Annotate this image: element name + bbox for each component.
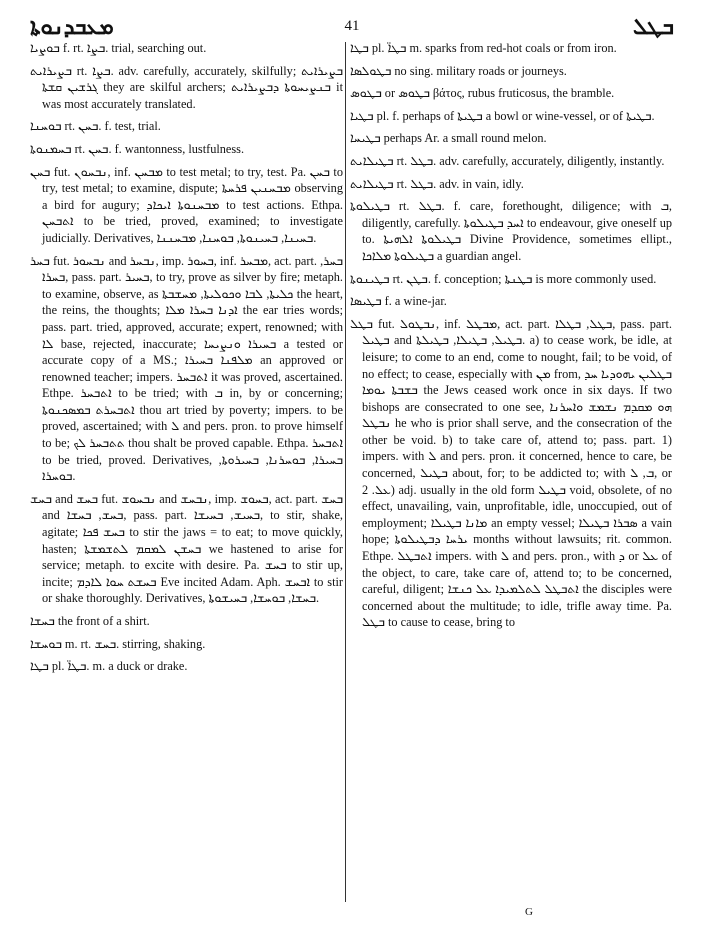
dictionary-entry: ܒܚܫ and ܒܚܫ fut. ܢܒܚܘܫ and ܢܒܚܫ, imp. ܒܚܘܫ, act. part. ܒܚܫ and ܒܚܫ, ܒܚܫܐ, pass. part. ܒܚܝܫ, ܒܚܝܫܐ, to stir, shake, agitate; ܒܚܫ ܦܟܐ to stir the jaws = to eat; to move quickly, hasten; ܒܚܫܢ ܠܡܩܡ ܠܬܫܡܫܬܐ we hastened to arise for service; metaph. to excite with desire. Pa. ܒܚܫ to stir up, incite; ܒܚܫܬ ܚܘܐ ܠܐܕܡ Eve incited Adam. Aph. ܐܒܚܫ to stir or shake thoroughly. Derivatives, ܒܚܫܐ, ܒܘܚܫܐ, ܒܚܝܫܘܬܐ. [30,491,344,606]
dictionary-entry: ܒܛܝܠܐܝܬ rt. ܒܛܠ. adv. in vain, idly. [350,176,524,191]
dictionary-entry: ܒܚܢ fut. ܢܒܚܘܢ, inf. ܡܒܚܢ to test metal; to try, test. Pa. ܒܚܢ to try, test metal; to examine, dispute; ܡܒܚܢܝܢ ܦܪܚܬܐ observing a bird for augury; ܡܒܚܢܘܬܐ ܐܝܟܐܕ to test actions. Ethpa. ܐܬܒܚܢ to be tried, proved, examined; to investigate judicially. Derivatives, ܒܚܝܢܐ, ܒܚܝܢܘܬܐ, ܒܘܚܢܐ, ܡܒܚܢܢܐ. [30,164,344,245]
dictionary-entry: ܒܚܫܐ the front of a shirt. [30,614,150,628]
dictionary-entry: ܒܨܝܪܐܝܬ rt. ܒܨܐ. adv. carefully, accurately, skilfully; ܒܨܝܪܐܝܬ ܓܪܫܝܢ ܩܫܬܐ they are skilful archers; ܒܢܨܝܚܘܬܐ ܕܒܨܝܪܐܝܬ it was most accurately translated. [30,63,343,111]
dictionary-entry: ܒܛܘܣ or ܒܛܘܣ βάτος, rubus fruticosus, the bramble. [350,86,615,101]
dictionary-entry: ܒܛܝܠܐܝܬ rt. ܒܛܠ. adv. carefully, accurately, diligently, instantly. [350,153,665,168]
column-divider [345,42,346,902]
signature-mark: G [525,906,533,918]
dictionary-entry: ܒܘܨܝܐ f. rt. ܒܨܐ. trial, searching out. [30,41,207,55]
dictionary-entry: ܒܚܡܢܘܬܐ rt. ܒܚܢ. f. wantonness, lustfulness. [30,141,245,156]
running-head-left: ܡܥܒܕܢܘܬܐ [30,14,114,39]
page-number: 41 [344,18,360,34]
dictionary-entry: ܒܛܐ pl. ܒܛܐ̈. m. a duck or drake. [30,659,188,674]
left-column [30,40,343,681]
dictionary-entry: ܒܛܝܢܘܬܐ rt. ܒܛܢ. f. conception; ܒܛܢܬܐ is more commonly used. [350,271,657,286]
running-header [30,14,674,42]
dictionary-entry: ܒܛܝܚܐ perhaps Ar. a small round melon. [350,131,547,146]
dictionary-entry: ܒܛܝܣܐ f. a wine-jar. [350,294,447,309]
dictionary-entry: ܒܛܠ fut. ܢܒܛܘܠ, inf. ܡܒܛܠ, act. part. ܒܛܠ, ܒܛܠܐ, pass. part. ܒܛܝܠ and ܒܛܝܠ, ܒܛܝܠܐ, ܒܛܝܠܬܐ. a) to cease work, be idle, at leisure; to come to an end, come to nought, fail; to be void, of no effect; to cease, especially with ܡܢ from, ܒܛܠܝܢ ܝܗܘܕܝܐ ܚܕ ܒܫܒܬܐ ܝܘܡܐ the Jews ceased work once in six days. If two bishops are consecrated to one see, ܗܘ ܡܩܕܡ ܢܫܡܫ ܘܐܚܪܢܐ ܢܒܛܠ he who is prior shall serve, and the consecration of the other be void. b) to take care of, attend to; pass. part. 1) impers. with ܠ and pers. pron. it concerned, hence to care, be concerned, ܒܛܝܠ about, for; to be addicted to; with ܒ, ܠ, or ܥܠ. 2) adj. usually in the old form ܒܛܝܠ void, obsolete, of no effect, unavailing, vain, unprofitable, idle, unoccupied, out of employment; ܡܐܢܐ ܒܛܝܠܐ an empty vessel; ܣܒܪܐ ܒܛܝܠܐ a vain hope; ܝܪܚܐ ܕܒܛܝܠܘܬܐ months without lawsuits; rit. common. Ethpe. ܐܬܒܛܠ impers. with ܠ and pers. pron., with ܕ or ܥܠ of the object, to care, take care of, attend to; to be concerned, careful, diligent; ܐܬܒܛܠ ܠܬܠܡܝܕܐ ܥܠ ܟܢܫܐ the disciples were concerned about the multitude; to idle, trifle away time. Pa. ܒܛܠ to cause to cease, bring to [350,316,673,630]
dictionary-entry: ܒܛܘܠܣܐ no sing. military roads or journeys. [350,63,567,78]
dictionary-entry: ܒܘܚܢܐ rt. ܒܚܢ. f. test, trial. [30,119,161,134]
dictionary-entry: ܒܛܝܐ pl. f. perhaps of ܒܛܝܬܐ a bowl or wine-vessel, or of ܒܛܝܬܐ. [350,108,655,123]
dictionary-entry: ܒܛܐ pl. ܒܛܐ̈ m. sparks from red-hot coals or from iron. [350,41,617,55]
running-head-right: ܒܛܠ [633,14,674,39]
dictionary-entry: ܒܘܚܫܐ m. rt. ܒܚܫ. stirring, shaking. [30,636,206,651]
dictionary-entry: ܒܚܪ fut. ܢܒܚܘܪ and ܢܒܚܪ, imp. ܒܚܘܪ, inf. ܡܒܚܪ, act. part. ܒܚܪ, ܒܚܪܐ, pass. part. ܒܚܝܪ, to try, prove as silver by fire; metaph. to examine, observe, as ܟܠܝܬܐ, ܠܒܐ ܘܟܘܠܝܬܐ, ܡܚܫܒܬܐ the heart, the reins, the thoughts; ܐܕܢܐ ܒܚܪܐ ܡܠܐ the ear tries words; pass. part. tried, approved, accurate; expert, renowned; with ܠܐ base, rejected, inaccurate; ܒܚܝܪܐ ܘܢܨܝܚܐ a tested or accurate copy of a MS.; ܡܠܦܢܐ ܒܚܝܪܐ an approved or renowned teacher; impers. ܐܬܒܚܪ it was proved, ascertained. Ethpe. ܐܬܒܚܪ to be tried; with ܒ in, by or concerning; ܐܬܒܚܪܬ ܒܡܣܟܢܘܬܐ thou art tried by poverty; impers. to be proved, ascertained; with ܠ and pers. pron. to prove himself to be; ܬܬܒܚܪ ܠܟ thou shalt be proved capable. Ethpa. ܐܬܒܚܪ to be tried, proved. Derivatives, ܒܚܝܪܐ, ܒܘܚܪܢܐ, ܒܚܝܪܘܬܐ, ܒܘܚܪܐ. [30,253,344,484]
dictionary-entry: ܒܛܝܠܘܬܐ rt. ܒܛܠ. f. care, forethought, diligence; with ܒ, diligently, carefully. ܐܚܕ ܒܛܝܠܘܬܐ to endeavour, give oneself up to. ܒܛܝܠܘܬܐ ܐܠܗܝܬܐ Divine Providence, sometimes ellipt., ܒܛܝܠܘܬܐ ܡܠܐܟܐ a guardian angel. [350,199,673,263]
right-column [350,40,672,637]
